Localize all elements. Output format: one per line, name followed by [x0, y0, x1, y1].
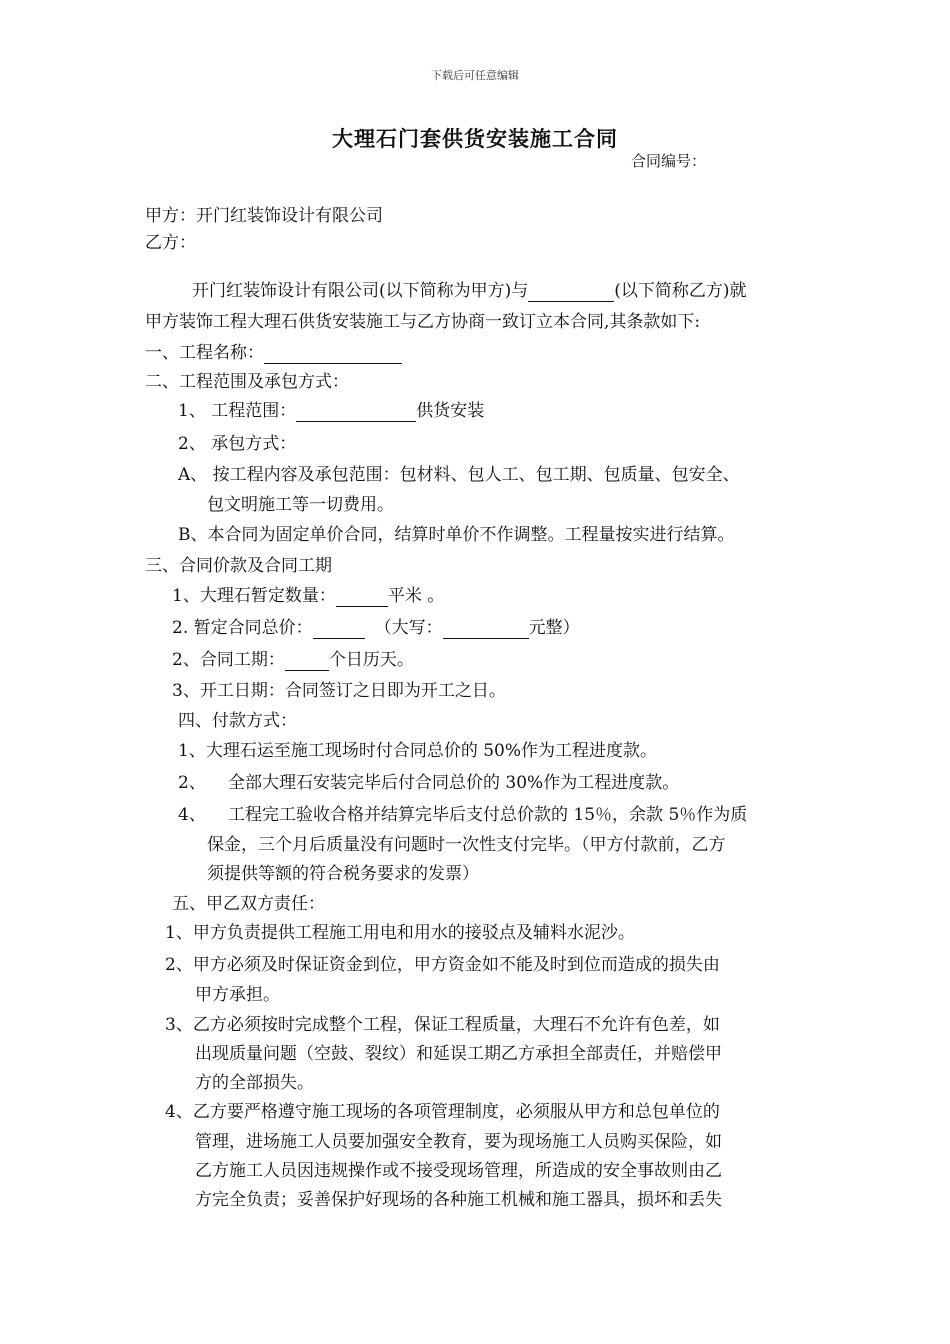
payment-item-3-line-2: 保金，三个月后质量没有问题时一次性支付完毕。（甲方付款前，乙方	[207, 835, 726, 855]
contract-total-item	[172, 617, 580, 639]
contract-period-label: 2、合同工期：	[172, 650, 285, 670]
contract-total-words-blank	[443, 620, 529, 639]
duty-item-3-line-1: 3、乙方必须按时完成整个工程，保证工程质量，大理石不允许有色差，如	[165, 1015, 720, 1035]
duty-item-2-line-2: 甲方承担。	[195, 985, 280, 1005]
scope-suffix: 供货安装	[416, 401, 485, 421]
section-1-project-name	[145, 342, 402, 364]
marble-quantity-item	[172, 585, 444, 607]
scope-label: 1、 工程范围：	[178, 401, 297, 421]
header-note: 下载后可任意编辑	[431, 69, 519, 82]
section-5-heading: 五、甲乙双方责任：	[172, 894, 325, 914]
duty-item-4-line-4: 方完全负责；妥善保护好现场的各种施工机械和施工器具，损坏和丢失	[195, 1190, 722, 1210]
payment-item-2: 全部大理石安装完毕后付合同总价的 30%作为工程进度款。	[228, 773, 680, 793]
contract-period-item	[172, 649, 414, 671]
marble-quantity-suffix: 平米 。	[387, 586, 445, 606]
section-2-heading: 二、工程范围及承包方式：	[145, 372, 349, 392]
duty-item-3-line-2: 出现质量问题（空鼓、裂纹）和延误工期乙方承担全部责任，并赔偿甲	[195, 1044, 722, 1064]
duty-item-3-line-3: 方的全部损失。	[195, 1073, 314, 1093]
section-4-heading: 四、付款方式：	[178, 711, 297, 731]
party-b: 乙方：	[145, 233, 196, 253]
scope-blank	[296, 403, 416, 422]
party-b-blank	[528, 283, 614, 302]
document-title: 大理石门套供货安装施工合同	[332, 126, 618, 151]
project-name-blank	[264, 345, 402, 364]
contract-mode-item: 2、 承包方式：	[178, 434, 297, 454]
contract-number-label: 合同编号：	[631, 152, 707, 170]
payment-item-3-line-3: 须提供等额的符合税务要求的发票）	[207, 864, 479, 884]
item-a-line-2: 包文明施工等一切费用。	[207, 495, 394, 515]
party-a: 甲方：开门红装饰设计有限公司	[145, 206, 383, 226]
contract-total-label: 2. 暂定合同总价：	[172, 618, 313, 638]
intro-line-1	[192, 280, 747, 302]
payment-item-2-number: 2、	[178, 773, 206, 793]
section-3-heading: 三、合同价款及合同工期	[145, 556, 332, 576]
item-b: B、本合同为固定单价合同，结算时单价不作调整。工程量按实进行结算。	[178, 525, 735, 545]
contract-period-blank	[285, 652, 329, 671]
intro-line-2: 甲方装饰工程大理石供货安装施工与乙方协商一致订立本合同,其条款如下:	[145, 312, 701, 332]
payment-item-3-line-1: 工程完工验收合格并结算完毕后支付总价款的 15％，余款 5％作为质	[228, 805, 748, 825]
marble-quantity-label: 1、大理石暂定数量：	[172, 586, 336, 606]
duty-item-4-line-3: 乙方施工人员因违规操作或不接受现场管理，所造成的安全事故则由乙	[195, 1161, 722, 1181]
project-name-label: 一、工程名称：	[145, 343, 264, 363]
start-date-item: 3、开工日期：合同签订之日即为开工之日。	[172, 681, 506, 701]
item-a-line-1: A、 按工程内容及承包范围：包材料、包人工、包工期、包质量、包安全、	[178, 465, 740, 485]
contract-total-suffix: 元整）	[528, 618, 580, 638]
intro-text-b: (以下简称乙方)就	[614, 281, 747, 301]
contract-period-suffix: 个日历天。	[328, 650, 414, 670]
duty-item-2-line-1: 2、甲方必须及时保证资金到位，甲方资金如不能及时到位而造成的损失由	[165, 955, 720, 975]
payment-item-1: 1、大理石运至施工现场时付合同总价的 50%作为工程进度款。	[178, 741, 658, 761]
contract-total-blank	[313, 620, 365, 639]
intro-text-a: 开门红装饰设计有限公司(以下简称为甲方)与	[192, 281, 529, 301]
duty-item-4-line-1: 4、乙方要严格遵守施工现场的各项管理制度，必须服从甲方和总包单位的	[165, 1102, 720, 1122]
duty-item-4-line-2: 管理，进场施工人员要加强安全教育，要为现场施工人员购买保险，如	[195, 1132, 722, 1152]
duty-item-1: 1、甲方负责提供工程施工用电和用水的接驳点及辅料水泥沙。	[165, 923, 635, 943]
payment-item-3-number: 4、	[178, 805, 206, 825]
scope-item	[178, 400, 484, 422]
contract-total-mid: （大写：	[374, 618, 443, 638]
marble-quantity-blank	[336, 588, 388, 607]
